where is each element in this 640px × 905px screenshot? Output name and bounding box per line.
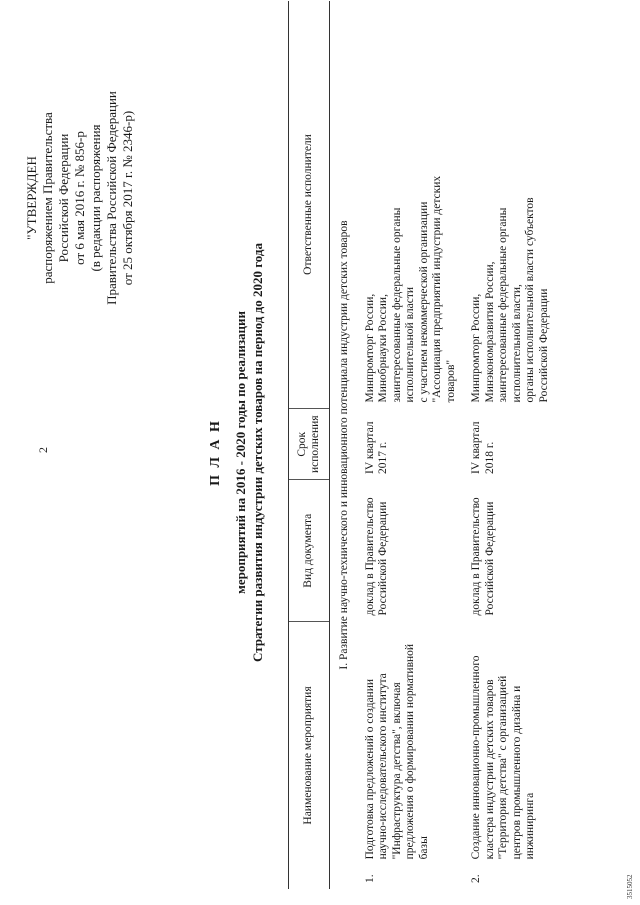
- header-term-line: исполнения: [309, 415, 321, 474]
- approval-line: "УТВЕРЖДЕН: [24, 156, 39, 240]
- row-term: [462, 409, 555, 480]
- row-name-line: Создание инновационно-промышленного: [470, 655, 482, 860]
- row-doc-line: доклад в Правительство: [363, 497, 376, 616]
- header-term: [289, 409, 330, 480]
- row-exec-line: заинтересованные федеральные органы: [497, 207, 509, 403]
- section-title: I. Развитие научно-технического и инновационного потенциала индустрии детских товаров: [338, 220, 350, 670]
- approval-line: Российской Федерации: [56, 133, 71, 263]
- row-exec-line: органы исполнительной власти субъектов: [524, 197, 536, 403]
- row-name: [356, 621, 463, 865]
- approval-line: Правительства Российской Федерации: [104, 91, 119, 305]
- table-header-row: [289, 1, 330, 889]
- row-name-line: Подготовка предложений о создании: [363, 678, 376, 860]
- section-row: [330, 1, 356, 889]
- row-exec-line: Минэкономразвития России,: [483, 261, 496, 403]
- row-term-line: 2018 г.: [483, 441, 496, 474]
- row-exec-line: товаров": [444, 359, 457, 403]
- plan-subtitle: [232, 0, 266, 905]
- approval-line: от 6 мая 2016 г. № 856-р: [72, 131, 87, 265]
- row-term-line: 2017 г.: [377, 441, 389, 474]
- row-exec-line: Минобрнауки России,: [377, 294, 389, 403]
- plan-subtitle-line: Стратегии развития индустрии детских товаров на период до 2020 года: [250, 243, 265, 663]
- row-exec-line: исполнительной власти,: [510, 284, 523, 403]
- row-doc-line: доклад в Правительство: [470, 497, 482, 616]
- row-exec-line: "Ассоциация предприятий индустрии детских: [431, 175, 443, 403]
- row-doc-line: Российской Федерации: [483, 501, 496, 616]
- row-exec-line: Российской Федерации: [537, 288, 550, 403]
- row-exec-line: Минпромторг России,: [470, 293, 482, 403]
- row-doc: [356, 480, 463, 622]
- row-doc: [462, 480, 555, 622]
- header-exec: Ответственные исполнители: [289, 1, 330, 409]
- row-exec-line: Минпромторг России,: [363, 293, 376, 403]
- row-term: [356, 409, 463, 480]
- row-exec-line: исполнительной власти: [404, 287, 416, 403]
- table-row: [462, 1, 555, 889]
- header-term-line: Срок: [295, 431, 308, 457]
- row-exec-line: с участием некоммерческой организации: [417, 201, 430, 403]
- approval-line: распоряжением Правительства: [40, 112, 55, 284]
- row-name-line: предложения о формировании нормативной: [404, 643, 416, 860]
- table-row: [356, 1, 463, 889]
- header-doc: Вид документа: [289, 480, 330, 622]
- row-name-line: базы: [417, 836, 430, 860]
- plan-table: [288, 1, 555, 889]
- row-name-line: инжиниринга: [524, 792, 536, 860]
- document-code: 3515052: [626, 874, 634, 899]
- page-number: 2: [36, 447, 50, 453]
- row-exec-line: заинтересованные федеральные органы: [390, 207, 403, 403]
- approval-stamp: [24, 8, 136, 388]
- row-exec: [462, 1, 555, 409]
- row-name-line: центров промышленного дизайна и: [510, 685, 523, 860]
- row-name-line: кластера индустрии детских товаров: [483, 679, 496, 860]
- plan-title: П Л А Н: [208, 419, 223, 486]
- header-name: Наименование мероприятия: [289, 621, 330, 889]
- row-exec: [356, 1, 463, 409]
- row-number: 2.: [470, 874, 482, 883]
- row-term-line: IV квартал: [363, 421, 376, 474]
- approval-line: (в редакции распоряжения: [88, 124, 103, 272]
- row-term-line: IV квартал: [470, 421, 482, 474]
- row-number: 1.: [363, 874, 376, 883]
- row-doc-line: Российской Федерации: [377, 501, 389, 616]
- approval-line: от 25 октября 2017 г. № 2346-р): [120, 110, 135, 286]
- row-name: [462, 621, 555, 865]
- row-name-line: "Территория детства" с организацией: [497, 675, 509, 860]
- plan-subtitle-line: мероприятий на 2016 - 2020 годы по реализации: [233, 310, 248, 595]
- row-name-line: научно-исследовательского института: [377, 673, 389, 860]
- row-name-line: "Инфраструктура детства", включая: [390, 682, 403, 860]
